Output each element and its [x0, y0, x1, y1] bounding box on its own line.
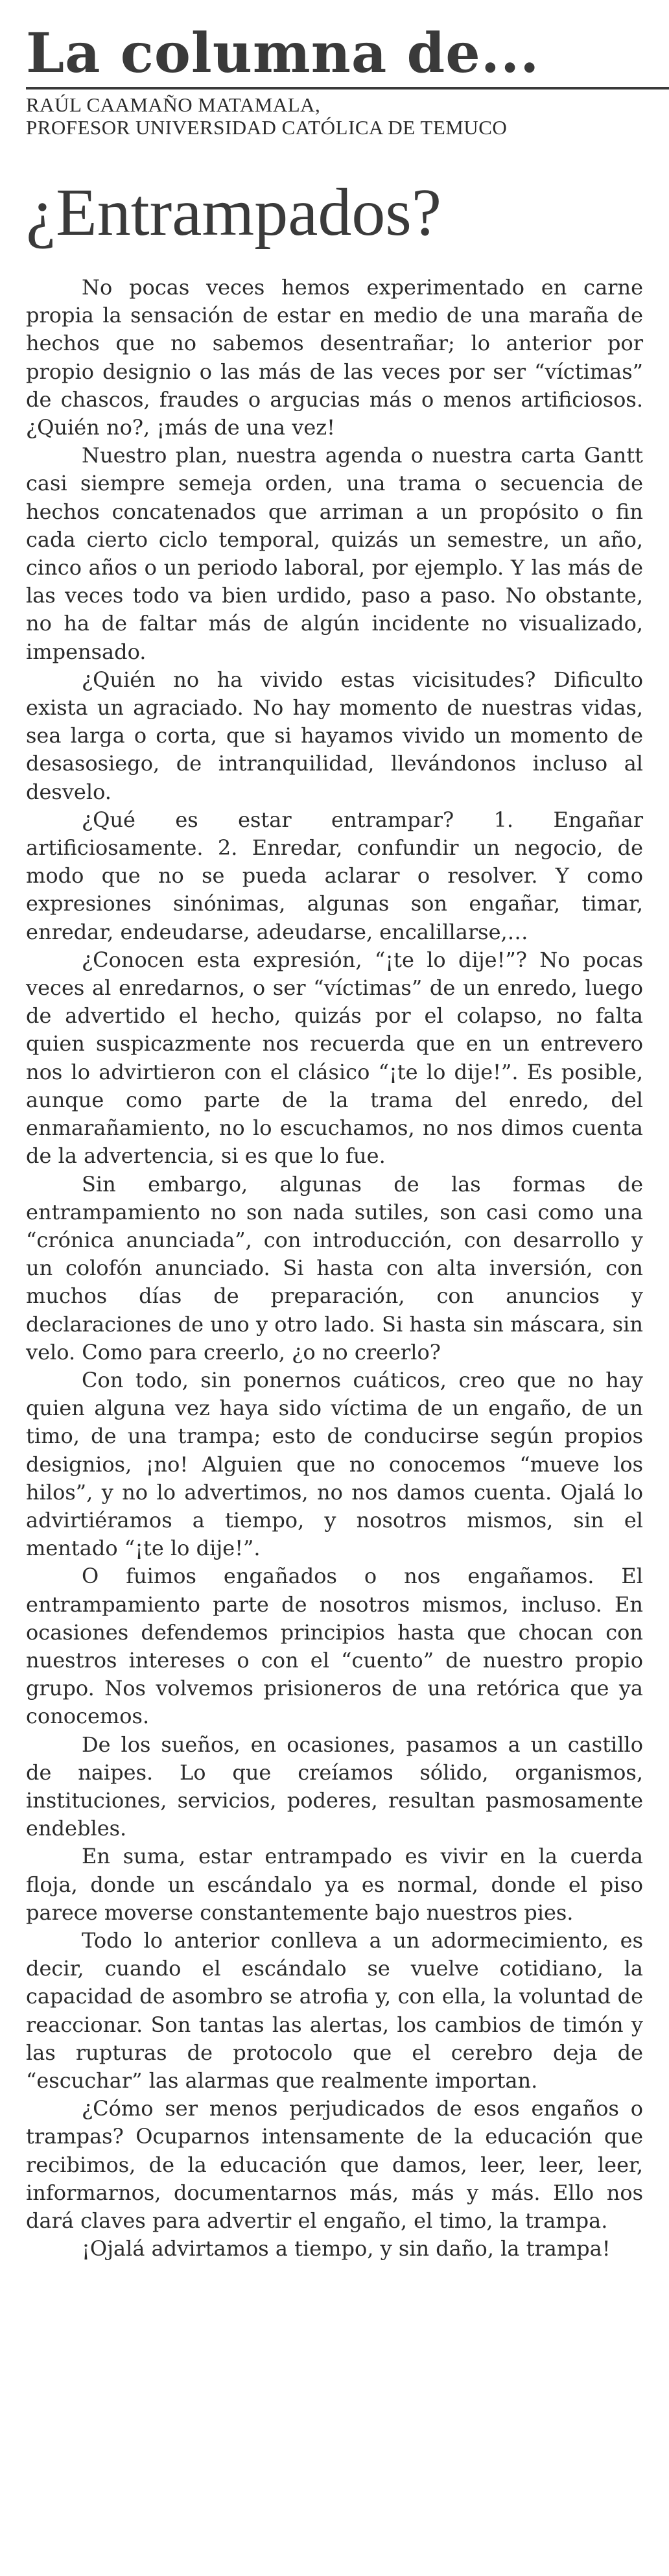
paragraph: ¿Conocen esta expresión, “¡te lo dije!”? No pocas veces al enredarnos, o ser “víctimas” de un enredo, luego de advertido el hecho, quizás por el colapso, no falta quien suspicazmente nos recuerda que en un entrevero nos lo advirtieron con el clásico “¡te lo dije!”. Es posible, aunque como parte de la trama del enredo, del enmarañamiento, no lo escuchamos, no nos dimos cuenta de la advertencia, si es que lo fue.: [26, 947, 643, 1169]
paragraph: Con todo, sin ponernos cuáticos, creo que no hay quien alguna vez haya sido víctima de un engaño, de un timo, de una trampa; esto de conducirse según propios designios, ¡no! Alguien que no conocemos “mueve los hilos”, y no lo advertimos, no nos damos cuenta. Ojalá lo advirtiéramos a tiempo, y nosotros mismos, sin el mentado “¡te lo dije!”.: [26, 1367, 643, 1561]
title-rule: [26, 87, 669, 89]
article-column: [26, 0, 643, 2263]
paragraph: ¿Qué es estar entrampar? 1. Engañar artificiosamente. 2. Enredar, confundir un negocio, de modo que no se pueda aclarar o resolver. Y como expresiones sinónimas, algunas son engañar, timar, enredar, endeudarse, adeudarse, encalillarse,…: [26, 807, 643, 944]
article-body: [26, 274, 643, 2263]
paragraph: De los sueños, en ocasiones, pasamos a un castillo de naipes. Lo que creíamos sólido, organismos, instituciones, servicios, poderes, resultan pasmosamente endebles.: [26, 1732, 643, 1841]
byline: [26, 93, 643, 139]
author-affiliation: PROFESOR UNIVERSIDAD CATÓLICA DE TEMUCO: [26, 116, 508, 139]
paragraph: En suma, estar entrampado es vivir en la cuerda floja, donde un escándalo ya es normal, donde el piso parece moverse constantemente bajo nuestros pies.: [26, 1844, 643, 1925]
section-title: La columna de...: [26, 21, 540, 85]
paragraph: O fuimos engañados o nos engañamos. El entrampamiento parte de nosotros mismos, incluso. En ocasiones defendemos principios hasta que chocan con nuestros intereses o con el “cuento” de nuestro propio grupo. Nos volvemos prisioneros de una retórica que ya conocemos.: [26, 1564, 643, 1729]
paragraph: Todo lo anterior conlleva a un adormecimiento, es decir, cuando el escándalo se vuelve cotidiano, la capacidad de asombro se atrofia y, con ella, la voluntad de reaccionar. Son tantas las alertas, los cambios de timón y las rupturas de protocolo que el cerebro deja de “escuchar” las alarmas que realmente importan.: [26, 1927, 643, 2093]
paragraph: ¿Cómo ser menos perjudicados de esos engaños o trampas? Ocuparnos intensamente de la educación que recibimos, de la educación que damos, leer, leer, leer, informarnos, documentarnos más, más y más. Ello nos dará claves para advertir el engaño, el timo, la trampa.: [26, 2096, 643, 2234]
article-headline: ¿Entrampados?: [26, 175, 442, 250]
paragraph: Sin embargo, algunas de las formas de entrampamiento no son nada sutiles, son casi como una “crónica anunciada”, con introducción, con desarrollo y un colofón anunciado. Si hasta con alta inversión, con muchos días de preparación, con anuncios y declaraciones de uno y otro lado. Si hasta sin máscara, sin velo. Como para creerlo, ¿o no creerlo?: [26, 1171, 643, 1365]
closing-paragraph: ¡Ojalá advirtamos a tiempo, y sin daño, la trampa!: [82, 2236, 611, 2261]
paragraph: No pocas veces hemos experimentado en carne propia la sensación de estar en medio de una maraña de hechos que no sabemos desentrañar; lo anterior por propio designio o las más de las veces por ser “víctimas” de chascos, fraudes o argucias más o menos artificiosos. ¿Quién no?, ¡más de una vez!: [26, 275, 643, 440]
author-name: RAÚL CAAMAÑO MATAMALA,: [26, 93, 321, 116]
paragraph: Nuestro plan, nuestra agenda o nuestra carta Gantt casi siempre semeja orden, una trama o secuencia de hechos concatenados que arriman a un propósito o fin cada cierto ciclo temporal, quizás un semestre, un año, cinco años o un periodo laboral, por ejemplo. Y las más de las veces todo va bien urdido, paso a paso. No obstante, no ha de faltar más de algún incidente no visualizado, impensado.: [26, 443, 643, 664]
paragraph: ¿Quién no ha vivido estas vicisitudes? Dificulto exista un agraciado. No hay momento de nuestras vidas, sea larga o corta, que si hayamos vivido un momento de desasosiego, de intranquilidad, llevándonos incluso al desvelo.: [26, 667, 643, 804]
